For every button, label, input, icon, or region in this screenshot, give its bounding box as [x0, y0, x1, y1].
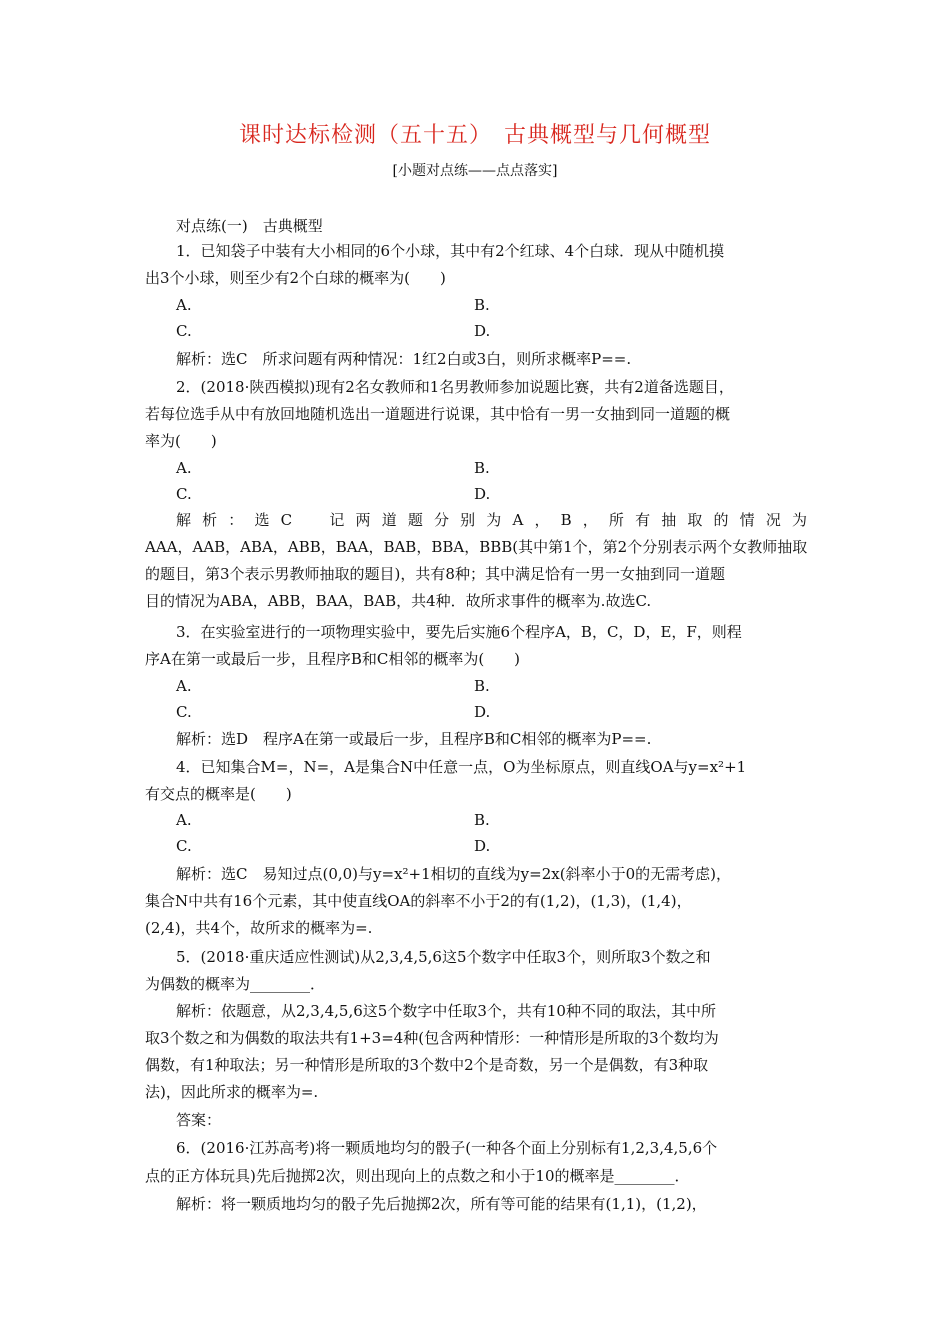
page-subtitle: [小题对点练——点点落实]: [392, 163, 558, 179]
question-2-line-1: 2．(2018·陕西模拟)现有2名女教师和1名男教师参加说题比赛，共有2道备选题目，: [176, 378, 734, 396]
q1-option-c: C.: [176, 322, 192, 340]
q5-solution-line-2: 取3个数之和为偶数的取法共有1+3=4种(包含两种情形：一种情形是所取的3个数均为: [145, 1029, 719, 1047]
question-5-line-2: 为偶数的概率为________．: [145, 975, 326, 993]
q4-option-a: A.: [176, 811, 192, 829]
question-6-line-2: 点的正方体玩具)先后抛掷2次，则出现向上的点数之和小于10的概率是________．: [145, 1167, 690, 1185]
q2-solution-line-1: 解析：选C 记两道题分别为A，B，所有抽取的情况为: [176, 511, 807, 529]
q1-option-b: B.: [474, 296, 490, 314]
question-3-line-1: 3．在实验室进行的一项物理实验中，要先后实施6个程序A，B，C，D，E，F，则程: [176, 623, 742, 641]
q2-solution-line-4: 目的情况为ABA，ABB，BAA，BAB，共4种．故所求事件的概率为.故选C.: [145, 592, 652, 610]
q2-option-b: B.: [474, 459, 490, 477]
q3-option-b: B.: [474, 677, 490, 695]
q3-option-c: C.: [176, 703, 192, 721]
q2-option-c: C.: [176, 485, 192, 503]
question-4-line-2: 有交点的概率是( ): [145, 785, 292, 803]
q1-option-a: A.: [176, 296, 192, 314]
section-heading: 对点练(一) 古典概型: [176, 217, 323, 235]
question-6-line-1: 6．(2016·江苏高考)将一颗质地均匀的骰子(一种各个面上分别标有1,2,3,4,5,6个: [176, 1139, 718, 1157]
q5-solution-line-1: 解析：依题意，从2,3,4,5,6这5个数字中任取3个，共有10种不同的取法，其中所: [176, 1002, 716, 1020]
question-2-line-3: 率为( ): [145, 432, 217, 450]
q5-solution-line-4: 法)，因此所求的概率为=.: [145, 1083, 319, 1101]
page-title: 课时达标检测（五十五） 古典概型与几何概型: [238, 123, 711, 148]
q4-solution-line-1: 解析：选C 易知过点(0,0)与y=x²+1相切的直线为y=2x(斜率小于0的无需考虑)，: [176, 865, 731, 883]
q2-solution-line-3: 的题目，第3个表示男教师抽取的题目)，共有8种；其中满足恰有一男一女抽到同一道题: [145, 565, 725, 583]
q4-option-b: B.: [474, 811, 490, 829]
q1-solution: 解析：选C 所求问题有两种情况：1红2白或3白，则所求概率P==.: [176, 350, 632, 368]
question-4-line-1: 4．已知集合M=，N=，A是集合N中任意一点，O为坐标原点，则直线OA与y=x²+1: [176, 758, 747, 776]
q2-option-a: A.: [176, 459, 192, 477]
q6-solution-line-1: 解析：将一颗质地均匀的骰子先后抛掷2次，所有等可能的结果有(1,1)，(1,2)，: [176, 1195, 707, 1213]
q5-answer: 答案：: [176, 1111, 222, 1129]
question-5-line-1: 5．(2018·重庆适应性测试)从2,3,4,5,6这5个数字中任取3个，则所取3个数之和: [176, 948, 711, 966]
q4-option-d: D.: [474, 837, 491, 855]
q3-solution: 解析：选D 程序A在第一或最后一步，且程序B和C相邻的概率为P==.: [176, 730, 652, 748]
q3-option-d: D.: [474, 703, 491, 721]
q5-solution-line-3: 偶数，有1种取法；另一种情形是所取的3个数中2个是奇数，另一个是偶数，有3种取: [145, 1056, 709, 1074]
q2-solution-line-2: AAA，AAB，ABA，ABB，BAA，BAB，BBA，BBB(其中第1个，第2个分别表示两个女教师抽取: [145, 538, 808, 556]
q3-option-a: A.: [176, 677, 192, 695]
q4-solution-line-3: (2,4)，共4个，故所求的概率为=.: [145, 919, 373, 937]
q4-option-c: C.: [176, 837, 192, 855]
question-2-line-2: 若每位选手从中有放回地随机选出一道题进行说课，其中恰有一男一女抽到同一道题的概: [145, 405, 731, 423]
q2-option-d: D.: [474, 485, 491, 503]
question-1-line-2: 出3个小球，则至少有2个白球的概率为( ): [145, 269, 446, 287]
q4-solution-line-2: 集合N中共有16个元素，其中使直线OA的斜率不小于2的有(1,2)，(1,3)，(1,4)，: [145, 892, 692, 910]
question-3-line-2: 序A在第一或最后一步，且程序B和C相邻的概率为( ): [145, 650, 521, 668]
question-1-line-1: 1．已知袋子中装有大小相同的6个小球，其中有2个红球、4个白球．现从中随机摸: [176, 242, 725, 260]
q1-option-d: D.: [474, 322, 491, 340]
